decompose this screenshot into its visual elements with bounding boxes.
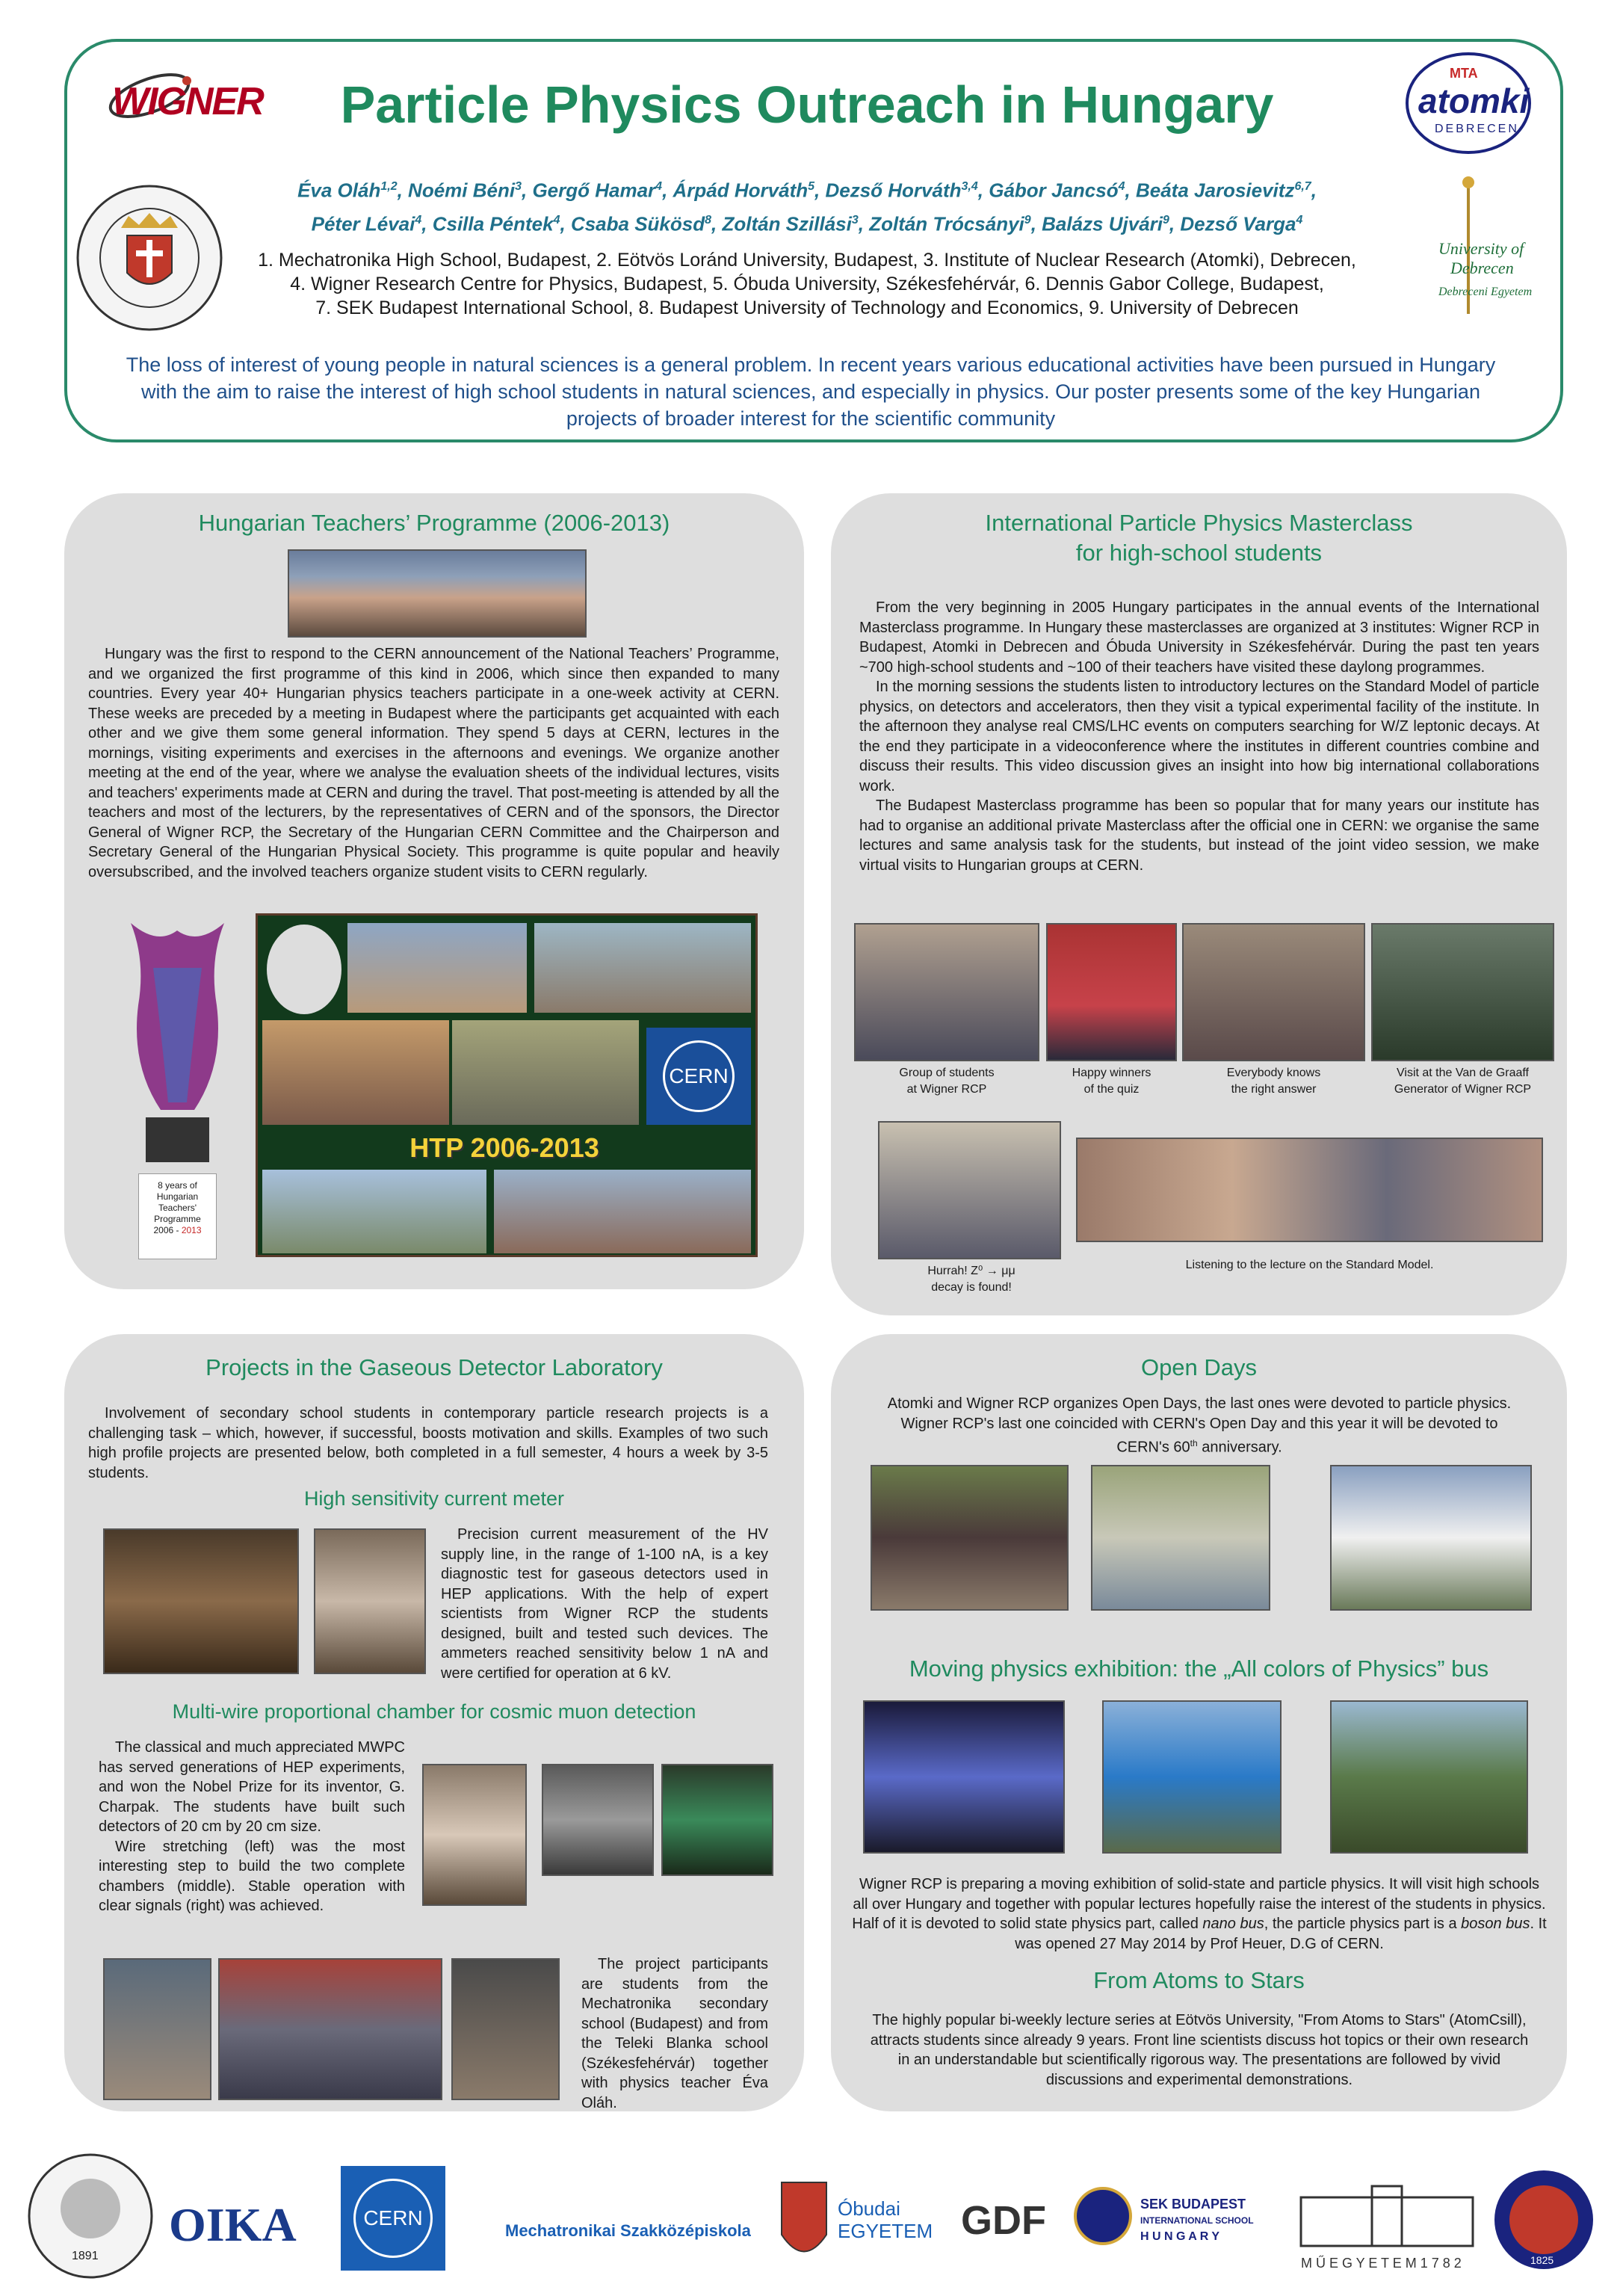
- author-affiliation-index: 6,7: [1294, 180, 1311, 193]
- collage-portrait: [267, 925, 341, 1014]
- mc-photo-z: [878, 1121, 1061, 1259]
- mc-caption-lecture: Listening to the lecture on the Standard Model.: [1185, 1259, 1434, 1271]
- sek-logo: [1140, 2196, 1254, 2245]
- page-title: Particle Physics Outreach in Hungary: [340, 75, 1274, 134]
- author-name: Gergő Hamar: [532, 179, 656, 202]
- gaseous-intro: Involvement of secondary school students in contemporary particle research projects is a challenging task – which, however, if successful, boosts motivation and skills. Examples of two such high profile projects are presented below, both completed in a full semester, 4 hours a week by 3-5 students.: [88, 1405, 768, 1481]
- htp-collage: [256, 913, 758, 1257]
- gaseous-sub2: Multi-wire proportional chamber for cosmic muon detection: [172, 1700, 696, 1723]
- debrecen-hu: Debreceni Egyetem: [1438, 286, 1533, 298]
- author-line-1: Éva Oláh$^{1,2}$, Noémi Béni$^3$, Gergő Hamar$^4$, Árpád Horváth$^5$, Dezső Horváth$^{3,4}$, Gábor Jancsó$^4$, Beáta Jarosievitz$^{6,7}$,: [297, 179, 1317, 202]
- teachers-title: Hungarian Teachers’ Programme (2006-2013): [198, 510, 670, 536]
- vase-caption-years: [139, 1225, 216, 1236]
- oika-logo: OIKA: [169, 2198, 297, 2251]
- author-name: Árpád Horváth: [673, 179, 809, 202]
- atoms-title: From Atoms to Stars: [1093, 1967, 1305, 1993]
- mechatronikai-logo: Mechatronikai Szakközépiskola: [505, 2221, 751, 2240]
- author-affiliation-index: 4: [1296, 213, 1303, 226]
- author-affiliation-index: 8: [705, 213, 712, 226]
- debrecen-name: Debrecen: [1450, 259, 1514, 277]
- mc-caption-1-l1: Group of students: [899, 1067, 995, 1079]
- atomki-logo: [1405, 51, 1532, 155]
- author-name: Beáta Jarosievitz: [1135, 179, 1295, 202]
- collage-photo-3: [262, 1020, 449, 1125]
- mc-caption-1: [854, 1065, 1039, 1098]
- obuda-crest-icon: [778, 2175, 830, 2272]
- bus-text-a: Wigner RCP is preparing a moving exhibition of solid-state and particle physics. It will visit high schools all over Hungary and together with popular lectures hopefully raise the interest of the students in physics. Half of it is devoted to solid state physics part, called: [852, 1876, 1546, 1932]
- atomki-mta: MTA: [1450, 66, 1478, 81]
- vase-caption-1: 8 years of: [158, 1180, 197, 1191]
- author-name: Éva Oláh: [297, 179, 381, 202]
- sek-logo-l3: H U N G A R Y: [1140, 2230, 1220, 2243]
- atomki-name: atomki: [1418, 81, 1530, 120]
- opendays-text: [882, 1394, 1517, 1457]
- gaseous-sub2-p2: Wire stretching (left) was the most interesting step to build the two complete chambers (middle). Stable operation with clear signals (right) was achieved.: [99, 1838, 405, 1914]
- affiliations-line-3: 7. SEK Budapest International School, 8. Budapest University of Technology and Economics, 9. University of Debrecen: [315, 297, 1299, 318]
- author-affiliation-index: 9: [1163, 213, 1169, 226]
- vase-caption-5: 2006 -: [153, 1225, 182, 1235]
- teachers-text: Hungary was the first to respond to the CERN announcement of the National Teachers’ Programme, and we organized the first programme of this kind in 2006, which since then expanded to many countries. Every year 40+ Hungarian physics teachers participate in a one-week activity at CERN. These weeks are preceded by a meeting in Budapest where the participants get acquainted with each other and we give them some general information. They spend 5 days at CERN, lectures in the mornings, visiting experiments and exercises in the afternoons and evenings. We organize another meeting at the end of the year, where we analyse the evaluation sheets of the individual lectures, visits and teachers' experiments made at CERN and during the travel. That post-meeting is attended by all the teachers and most of the lecturers, by the representatives of CERN and of the sponsors, the Director General of Wigner RCP, the Secretary of the Hungarian CERN Committee and the Chairperson and Secretary General of the Hungarian Physical Society. This programme is quite popular and heavily oversubscribed, and the involved teachers organize student visits to CERN regularly.: [88, 646, 779, 880]
- gdf-logo: GDF: [961, 2198, 1046, 2243]
- mta-seal-year: 1825: [1530, 2254, 1554, 2266]
- collage-cern-logo: [646, 1028, 751, 1125]
- mc-photo-2: [1046, 923, 1177, 1061]
- mwpc-photo-3: [661, 1764, 773, 1876]
- ammeter-photo-2: [314, 1528, 426, 1674]
- opendays-text-sup: th: [1190, 1438, 1198, 1448]
- abstract: The loss of interest of young people in natural sciences is a general problem. In recent years various educational activities have been pursued in Hungary with the aim to raise the interest of high school students in natural sciences, and especially in physics. Our poster presents some of the key Hungarian projects of broader interest for the scientific community: [126, 354, 1496, 430]
- author-affiliation-index: 4: [655, 180, 663, 193]
- author-name: Zoltán Trócsányi: [869, 212, 1024, 235]
- cern-logo: [341, 2166, 445, 2271]
- vase-caption-3: Teachers': [158, 1203, 197, 1213]
- opendays-text-a: Atomki and Wigner RCP organizes Open Days, the last ones were devoted to particle physics. Wigner RCP's last one coincided with CERN's Open Day and this year it will be devoted to CERN's 60: [887, 1395, 1512, 1456]
- opendays-text-b: anniversary.: [1197, 1439, 1282, 1456]
- vase-caption-4: Programme: [154, 1214, 201, 1224]
- opendays-title: Open Days: [1140, 1354, 1258, 1380]
- participants-photo-3: [451, 1958, 560, 2100]
- debrecen-univ: University of: [1438, 239, 1524, 258]
- sek-logo-l2: INTERNATIONAL SCHOOL: [1140, 2215, 1254, 2226]
- collage-cern-text: CERN: [663, 1040, 735, 1112]
- collage-photo-6: [494, 1170, 751, 1253]
- author-affiliation-index: 1,2: [380, 180, 398, 193]
- author-list: [179, 172, 1435, 238]
- collage-photo-2: [534, 923, 751, 1013]
- atomki-city: DEBRECEN: [1435, 123, 1519, 135]
- mc-caption-1-l2: at Wigner RCP: [906, 1083, 987, 1096]
- sek-logo-l1: SEK BUDAPEST: [1140, 2197, 1246, 2212]
- author-affiliation-index: 3,4: [961, 180, 978, 193]
- author-affiliation-index: 4: [415, 213, 422, 226]
- bus-text-c: . It was opened 27 May 2014 by Prof Heuer, D.G of CERN.: [1015, 1916, 1547, 1952]
- bus-photo-3: [1330, 1700, 1528, 1854]
- mc-caption-3-l1: Everybody knows: [1226, 1067, 1321, 1079]
- masterclass-p1: From the very beginning in 2005 Hungary participates in the annual events of the International Masterclass programme. In Hungary these masterclasses are organized at 3 institutes: Wigner RCP in Budapest, Atomki in Debrecen and Óbuda University in Székesfehérvár. During the past ten years ~700 high-school students and ~100 of their teachers have visited these daylong programmes.: [859, 599, 1539, 676]
- elft-logo-year: 1891: [72, 2250, 99, 2262]
- mc-caption-3: [1182, 1065, 1365, 1098]
- collage-label: HTP 2006-2013: [409, 1132, 599, 1163]
- sek-badge-icon: [1073, 2186, 1133, 2246]
- author-name: Balázs Ujvári: [1042, 212, 1163, 235]
- mwpc-photo-1: [422, 1764, 527, 1906]
- bus-photo-2: [1102, 1700, 1282, 1854]
- bus-photo-1: [863, 1700, 1065, 1854]
- mc-photo-4: [1371, 923, 1554, 1061]
- cern-logo-text: CERN: [353, 2179, 433, 2258]
- mc-caption-4-l2: Generator of Wigner RCP: [1394, 1083, 1532, 1096]
- masterclass-p3: The Budapest Masterclass programme has been so popular that for many years our institute has had to organise an additional private Masterclass after the official one in CERN: we organise the same lectures and same analysis task for the students, but instead of the joint video session, we make virtual visits to Hungarian groups at CERN.: [859, 797, 1539, 874]
- mc-caption-z-l1: Hurrah! Z⁰ → μμ: [927, 1265, 1015, 1277]
- masterclass-title-line-2: for high-school students: [1075, 540, 1323, 566]
- mc-caption-3-l2: the right answer: [1231, 1083, 1317, 1096]
- obuda-logo: Óbudai EGYETEM: [838, 2197, 933, 2242]
- author-name: Dezső Varga: [1180, 212, 1296, 235]
- gaseous-sub1-text: Precision current measurement of the HV supply line, in the range of 1-100 nA, is a key diagnostic test for gaseous detectors used in HEP applications. With the help of expert scientists from Wigner RCP the students designed, built and tested such devices. The ammeters reached sensitivity below 1 nA and were certified for operation at 6 kV.: [441, 1526, 768, 1682]
- muegyetem-building-icon: [1297, 2182, 1477, 2250]
- mc-caption-z-l2: decay is found!: [931, 1281, 1012, 1294]
- author-line-2: Péter Lévai$^4$, Csilla Péntek$^4$, Csaba Sükösd$^8$, Zoltán Szillási$^3$, Zoltán Trócsányi$^9$, Balázs Ujvári$^9$, Dezső Varga$^4$: [311, 212, 1303, 235]
- bus-text-boson: boson bus: [1461, 1916, 1530, 1932]
- author-name: Péter Lévai: [311, 212, 415, 235]
- mc-photo-lecture: [1076, 1138, 1543, 1242]
- footer-logos: [27, 2152, 1596, 2287]
- opendays-photo-2: [1091, 1465, 1270, 1611]
- affiliations-line-1: 1. Mechatronika High School, Budapest, 2. Eötvös Loránd University, Budapest, 3. Institute of Nuclear Research (Atomki), Debrecen,: [258, 250, 1356, 271]
- mc-photo-3: [1182, 923, 1365, 1061]
- author-affiliation-index: 3: [515, 180, 522, 193]
- opendays-photo-3: [1330, 1465, 1532, 1611]
- author-affiliation-index: 3: [851, 213, 859, 226]
- author-name: Zoltán Szillási: [722, 212, 852, 235]
- vase-icon: [116, 916, 239, 1170]
- affiliations-line-2: 4. Wigner Research Centre for Physics, Budapest, 5. Óbuda University, Székesfehérvár, 6. Dennis Gabor College, Budapest,: [290, 274, 1324, 294]
- collage-photo-1: [347, 923, 527, 1013]
- mwpc-photo-2: [542, 1764, 654, 1876]
- masterclass-p2: In the morning sessions the students listen to introductory lectures on the Standard Model of particle physics, on detectors and accelerators, then they visit a typical experimental facility of the institute. In the afternoon they analyse real CMS/LHC events on computers searching for W/Z leptonic decays. At the end they participate in a videoconference where the institutes in different countries combine and discuss their results. This video discussion gives an insight into how big international collaborations work.: [859, 679, 1539, 794]
- gaseous-title: Projects in the Gaseous Detector Laboratory: [205, 1354, 663, 1380]
- masterclass-text: [859, 598, 1539, 875]
- author-affiliation-index: 4: [1118, 180, 1125, 193]
- atoms-text: The highly popular bi-weekly lecture series at Eötvös University, "From Atoms to Stars" (AtomCsill), attracts students since already 9 years. Front line scientists discuss hot topics or their own research in an understandable but scientifically rigorous way. The presentations are followed by vivid discussions and experimental demonstrations.: [870, 2012, 1529, 2088]
- mc-caption-z: [897, 1263, 1046, 1296]
- bus-title: Moving physics exhibition: the „All colors of Physics” bus: [909, 1655, 1489, 1682]
- gaseous-sub1: High sensitivity current meter: [303, 1487, 565, 1510]
- mc-caption-2: [1046, 1065, 1177, 1098]
- mc-caption-2-l2: of the quiz: [1083, 1083, 1140, 1096]
- affiliations: [224, 248, 1390, 320]
- author-affiliation-index: 4: [553, 213, 560, 226]
- award-vase: [116, 916, 239, 1259]
- mc-photo-1: [854, 923, 1039, 1061]
- author-affiliation-index: 9: [1024, 213, 1031, 226]
- masterclass-title-line-1: International Particle Physics Masterclass: [985, 510, 1413, 536]
- author-name: Csaba Sükösd: [570, 212, 705, 235]
- masterclass-title: [831, 508, 1567, 568]
- gaseous-sub2-text: [99, 1738, 405, 1916]
- vase-caption-6: 2013: [181, 1225, 202, 1235]
- participants-text: The project participants are students from the Mechatronika secondary school (Budapest) and from the Teleki Blanka school (Székesfehérvár) together with physics teacher Éva Oláh.: [581, 1956, 768, 2111]
- mc-caption-2-l1: Happy winners: [1072, 1067, 1151, 1079]
- bus-text: [852, 1874, 1547, 1954]
- vase-caption-2: Hungarian: [156, 1191, 199, 1202]
- author-name: Noémi Béni: [408, 179, 516, 202]
- opendays-photo-1: [871, 1465, 1069, 1611]
- teachers-group-photo: [288, 549, 587, 638]
- gaseous-sub2-p1: The classical and much appreciated MWPC has served generations of HEP experiments, and won the Nobel Prize for its inventor, G. Charpak. The students have built such detectors of 20 cm by 20 cm size.: [99, 1739, 405, 1835]
- mc-caption-4: [1371, 1065, 1554, 1098]
- muegyetem-logo: M Ű E G Y E T E M 1 7 8 2: [1301, 2256, 1462, 2271]
- author-affiliation-index: 5: [808, 180, 815, 193]
- collage-photo-4: [452, 1020, 639, 1125]
- bus-text-b: , the particle physics part is a: [1264, 1916, 1462, 1932]
- author-name: Dezső Horváth: [825, 179, 962, 202]
- vase-caption-box: [138, 1173, 217, 1259]
- bus-text-nano: nano bus: [1202, 1916, 1264, 1932]
- debrecen-logo: [1423, 172, 1558, 321]
- mc-caption-4-l1: Visit at the Van de Graaff: [1397, 1067, 1529, 1079]
- wigner-logo-text: WIGNER: [112, 80, 263, 123]
- participants-photo-1: [103, 1958, 211, 2100]
- ammeter-photo-1: [103, 1528, 299, 1674]
- participants-photo-2: [218, 1958, 442, 2100]
- author-name: Gábor Jancsó: [989, 179, 1119, 202]
- author-name: Csilla Péntek: [432, 212, 554, 235]
- collage-photo-5: [262, 1170, 486, 1253]
